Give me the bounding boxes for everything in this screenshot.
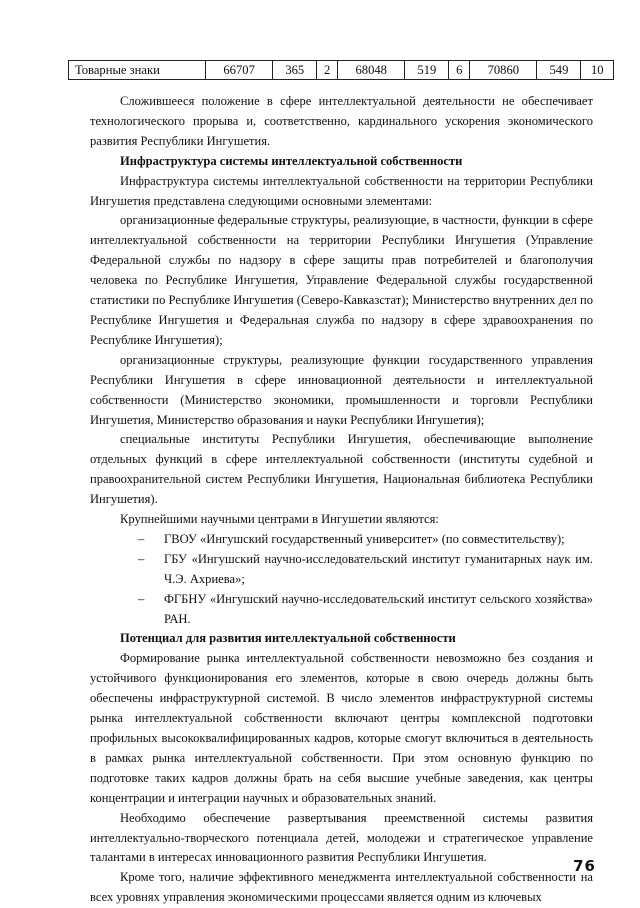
- table-cell: 66707: [206, 61, 273, 80]
- paragraph: Крупнейшими научными центрами в Ингушетии являются:: [120, 512, 439, 527]
- section-heading: Инфраструктура системы интеллектуальной собственности: [120, 153, 463, 168]
- paragraph: Необходимо обеспечение развертывания преемственной системы развития интеллектуально-творческого потенциала детей, молодежи и стратегическое управление талантами в интересах инновационного развития Республики Ингушетия.: [90, 810, 593, 865]
- paragraph: Формирование рынка интеллектуальной собственности невозможно без создания и устойчивого функционирования его элементов, которые в свою очередь должны быть обеспечены инфраструктурной системой. В число элементов инфраструктурной системы рынка интеллектуальной собственности включают центры комплексной подготовки профильных высококвалифицированных кадров, которые смогут включиться в деятельность в рамках рынка интеллектуальной собственности. При этом основную функцию по подготовке таких кадров должны брать на себя высшие учебные заведения, как центры концентрации и интеграции научных и образовательных знаний.: [90, 651, 593, 805]
- table-cell: 10: [581, 61, 614, 80]
- table-cell: 365: [273, 61, 317, 80]
- list-item: [138, 590, 593, 630]
- table-row: [69, 61, 614, 80]
- research-centers-list: [90, 530, 593, 630]
- paragraph: Инфраструктура системы интеллектуальной собственности на территории Республики Ингушетия представлена следующими основными элементами:: [90, 173, 593, 208]
- list-item: [138, 530, 593, 550]
- trademarks-table: [68, 60, 614, 80]
- list-item-text: ФГБНУ «Ингушский научно-исследовательский институт сельского хозяйства» РАН.: [164, 591, 593, 626]
- paragraph: специальные институты Республики Ингушетия, обеспечивающие выполнение отдельных функций в сфере интеллектуальной собственности (институты судебной и правоохранительной систем Республики Ингушетия, Национальная библиотека Республики Ингушетия).: [90, 432, 593, 507]
- table-cell: 70860: [470, 61, 537, 80]
- table-cell: 549: [537, 61, 581, 80]
- paragraph: Кроме того, наличие эффективного менеджмента интеллектуальной собственности на всех уровнях управления экономическими процессами является одним из ключевых: [90, 870, 593, 905]
- paragraph: Сложившееся положение в сфере интеллектуальной деятельности не обеспечивает технологического прорыва и, соответственно, кардинального ускорения экономического развития Республики Ингушетия.: [90, 94, 593, 148]
- table-cell-label: Товарные знаки: [69, 61, 206, 80]
- list-item: [138, 550, 593, 590]
- paragraph: организационные федеральные структуры, реализующие, в частности, функции в сфере интеллектуальной собственности на территории Республики Ингушетия (Управление Федеральной службы по надзору в сфере защиты прав потребителей и благополучия человека по Республике Ингушетия, Управление Федеральной службы государственной статистики по Республике Ингушетия (Северо-Кавказстат); Министерство внутренних дел по Республике Ингушетия и Федеральная служба по надзору в сфере здравоохранения по Республике Ингушетия);: [90, 213, 593, 347]
- paragraph: организационные структуры, реализующие функции государственного управления Республики Ингушетия в сфере инновационной деятельности и интеллектуальной собственности (Министерство экономики, промышленности и торговли Республики Ингушетия, Министерство образования и науки Республики Ингушетия);: [90, 352, 593, 427]
- table-cell: 519: [405, 61, 449, 80]
- dash-marker: –: [138, 591, 145, 606]
- body-text: [90, 92, 593, 908]
- table-cell: 68048: [338, 61, 405, 80]
- table-cell: 6: [449, 61, 470, 80]
- list-item-text: ГБУ «Ингушский научно-исследовательский институт гуманитарных наук им. Ч.Э. Ахриева»;: [164, 551, 593, 586]
- dash-marker: –: [138, 551, 145, 566]
- section-heading: Потенциал для развития интеллектуальной собственности: [120, 631, 456, 646]
- dash-marker: –: [138, 531, 145, 546]
- page-number: 76: [573, 857, 596, 875]
- table-cell: 2: [317, 61, 338, 80]
- list-item-text: ГВОУ «Ингушский государственный университет» (по совместительству);: [164, 531, 565, 546]
